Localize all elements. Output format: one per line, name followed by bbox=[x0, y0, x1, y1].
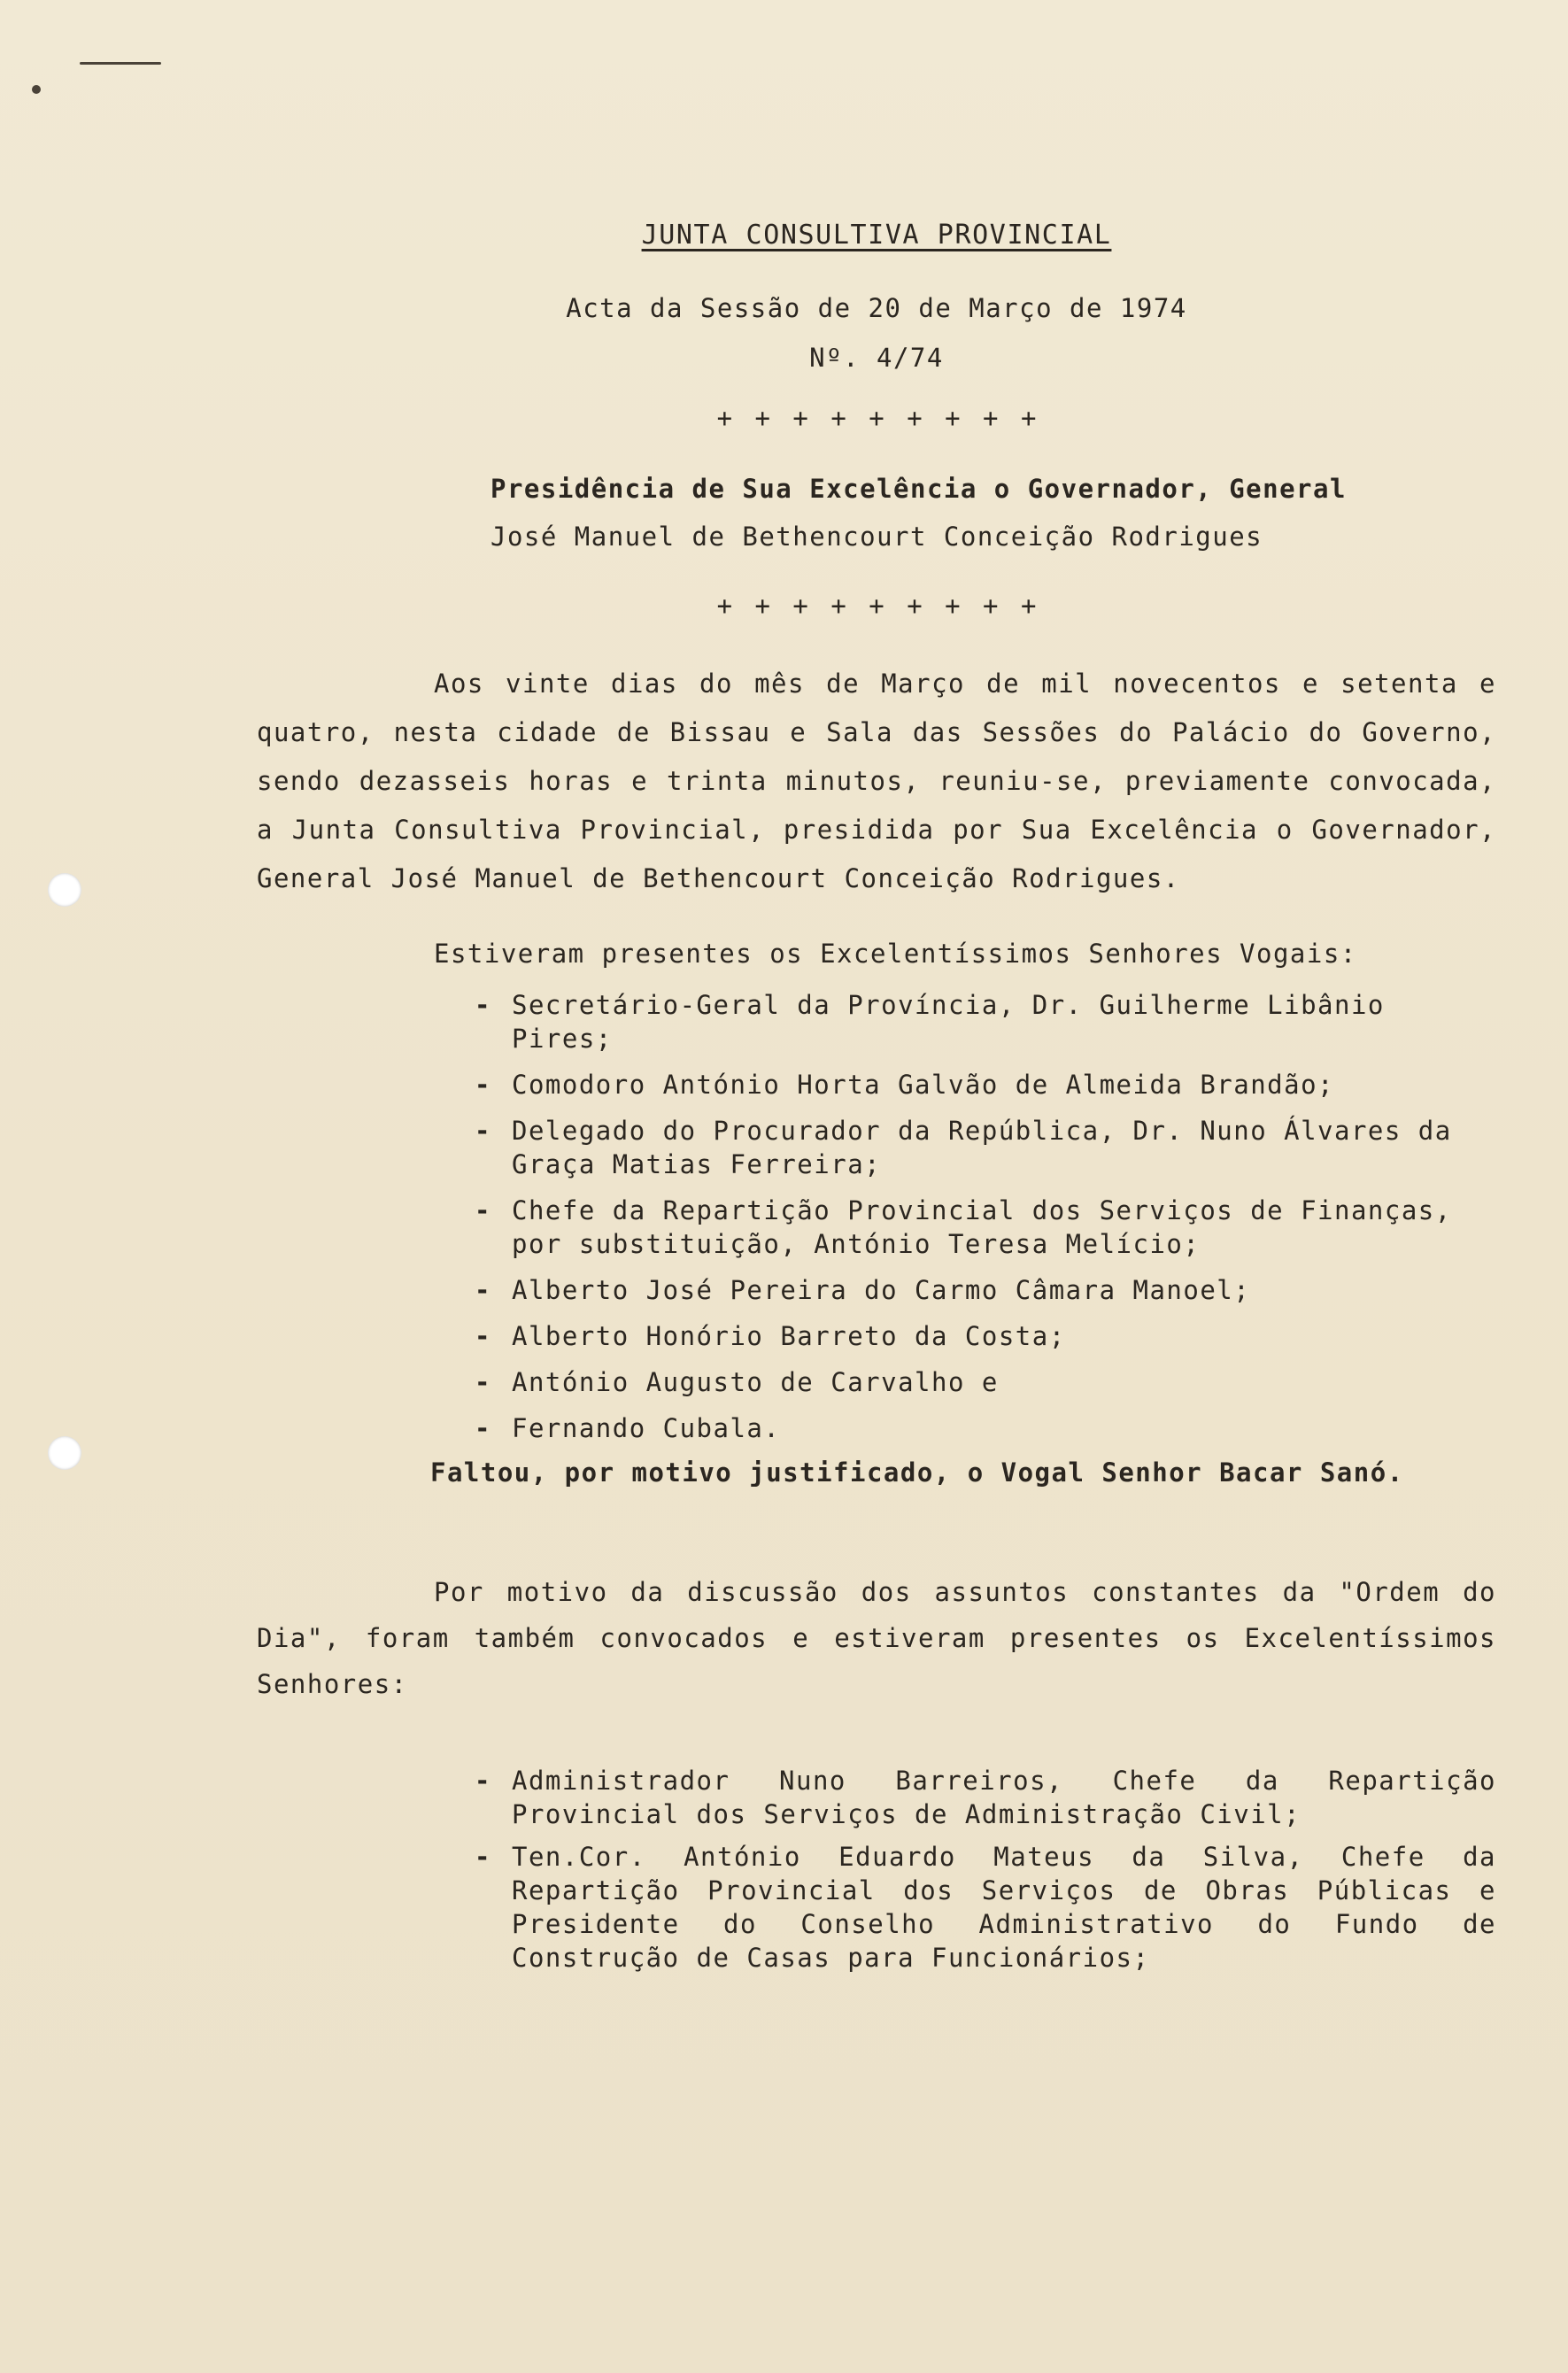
punch-hole-top bbox=[48, 873, 81, 907]
ink-spot bbox=[32, 85, 41, 94]
document-body bbox=[257, 220, 1496, 1983]
punch-hole-bottom bbox=[48, 1436, 81, 1470]
list-item: - Ten.Cor. António Eduardo Mateus da Silva, Chefe da Repartição Provincial dos Serviços de Obras Públicas e Presidente do Conselho Administrativo do Fundo de Construção de Casas para Funcionários; bbox=[475, 1840, 1496, 1975]
opening-paragraph-text: Aos vinte dias do mês de Março de mil novecentos e setenta e quatro, nesta cidade de Bissau e Sala das Sessões do Palácio do Governo, sendo dezasseis horas e trinta minutos, reuniu-se, previamente convocada, a Junta Consultiva Provincial, presidida por Sua Excelência o Governador, General José Manuel de Bethencourt Conceição Rodrigues. bbox=[257, 669, 1496, 893]
document-title: JUNTA CONSULTIVA PROVINCIAL bbox=[641, 220, 1112, 251]
list-item: - Delegado do Procurador da República, Dr. Nuno Álvares da Graça Matias Ferreira; bbox=[475, 1114, 1496, 1181]
list-item: - Chefe da Repartição Provincial dos Serviços de Finanças, por substituição, António Teresa Melício; bbox=[475, 1194, 1496, 1261]
presidency-block bbox=[257, 465, 1496, 560]
list-item: - Alberto Honório Barreto da Costa; bbox=[475, 1319, 1496, 1353]
ink-smudge bbox=[80, 62, 161, 65]
list-item: - Fernando Cubala. bbox=[475, 1411, 1496, 1445]
absence-note: Faltou, por motivo justificado, o Vogal Senhor Bacar Sanó. bbox=[430, 1457, 1404, 1488]
list-item: - Alberto José Pereira do Carmo Câmara Manoel; bbox=[475, 1273, 1496, 1307]
invited-list bbox=[257, 1764, 1496, 1975]
presidency-line-1: Presidência de Sua Excelência o Governador, General bbox=[490, 474, 1347, 504]
list-item: - Secretário-Geral da Província, Dr. Guilherme Libânio Pires; bbox=[475, 988, 1496, 1055]
opening-paragraph bbox=[257, 660, 1496, 903]
separator-top: + + + + + + + + + bbox=[716, 403, 1037, 433]
members-heading: Estiveram presentes os Excelentíssimos Senhores Vogais: bbox=[434, 939, 1357, 969]
second-paragraph bbox=[257, 1569, 1496, 1707]
members-list bbox=[257, 988, 1496, 1445]
act-number: Nº. 4/74 bbox=[809, 343, 944, 373]
presidency-line-2: José Manuel de Bethencourt Conceição Rodrigues bbox=[490, 522, 1263, 552]
list-item: - Comodoro António Horta Galvão de Almeida Brandão; bbox=[475, 1068, 1496, 1101]
separator-bottom: + + + + + + + + + bbox=[716, 591, 1037, 621]
second-paragraph-text: Por motivo da discussão dos assuntos constantes da "Ordem do Dia", foram também convocados e estiveram presentes os Excelentíssimos Senhores: bbox=[257, 1577, 1496, 1699]
list-item: - Administrador Nuno Barreiros, Chefe da Repartição Provincial dos Serviços de Administração Civil; bbox=[475, 1764, 1496, 1831]
header-block bbox=[257, 220, 1496, 433]
list-item: - António Augusto de Carvalho e bbox=[475, 1365, 1496, 1399]
session-line: Acta da Sessão de 20 de Março de 1974 bbox=[566, 293, 1187, 323]
